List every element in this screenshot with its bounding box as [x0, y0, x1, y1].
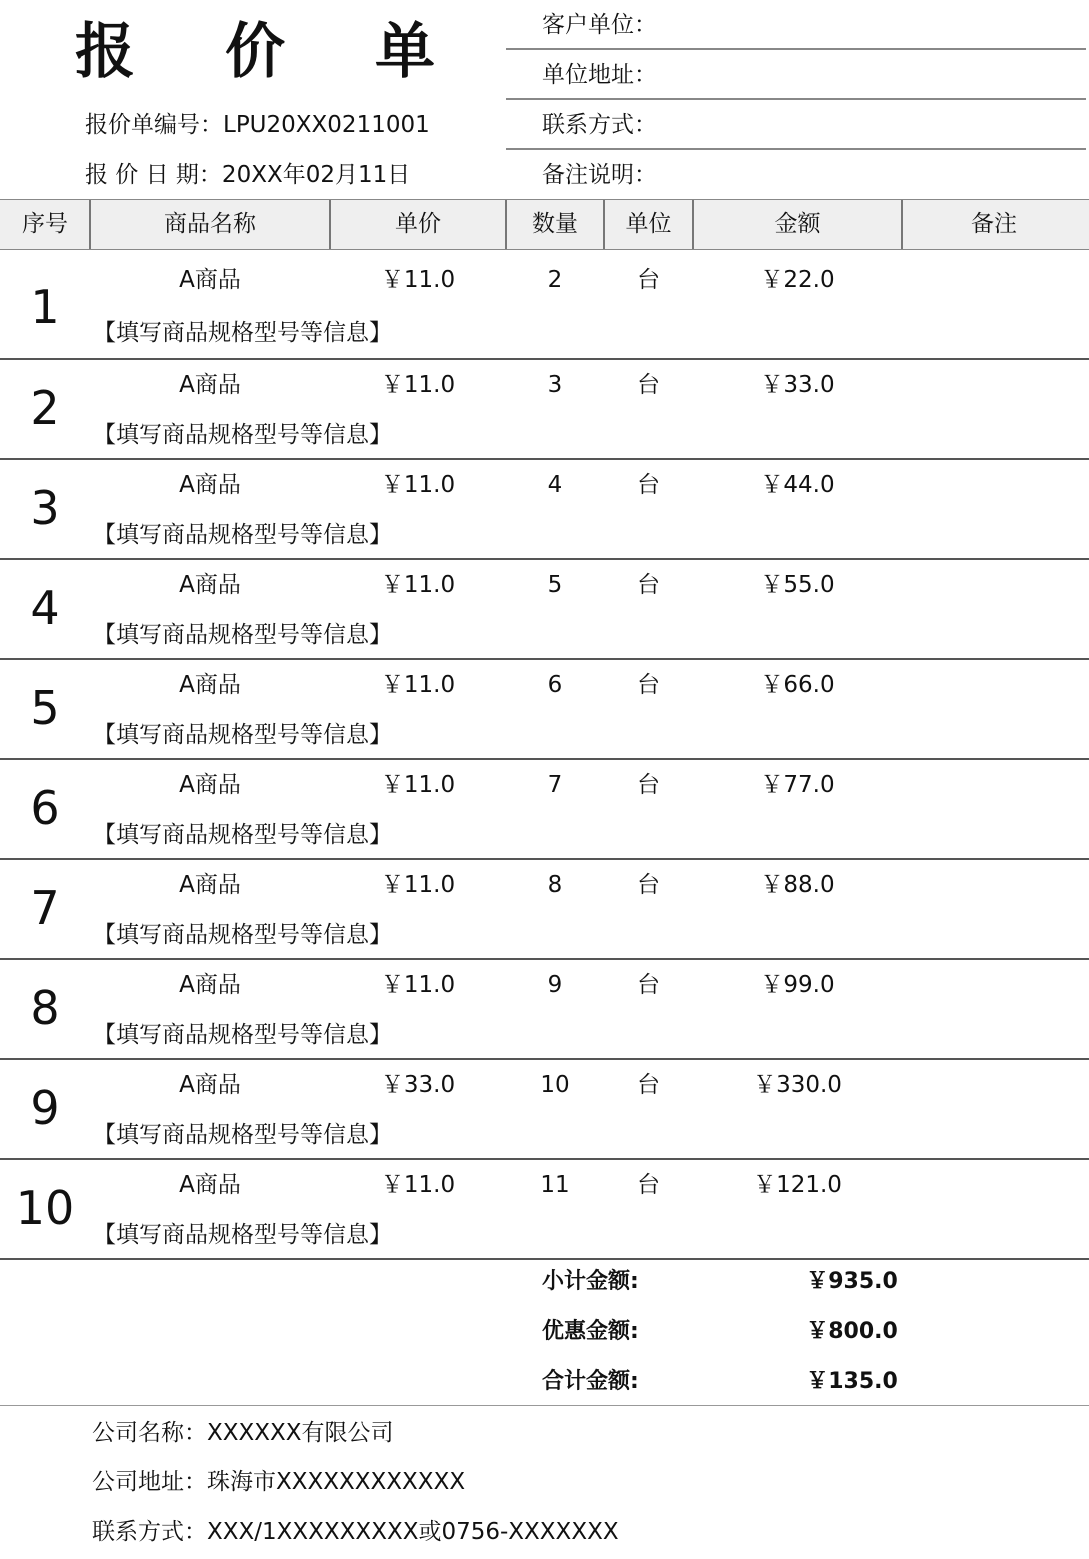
cell-unit-price: ￥11.0	[380, 872, 456, 898]
cell-product-name: A商品	[179, 672, 241, 698]
row-index: 3	[30, 481, 60, 535]
cell-unit-price: ￥11.0	[380, 1172, 456, 1198]
discount-value: ￥800.0	[806, 1319, 898, 1344]
row-index: 10	[15, 1181, 75, 1235]
cell-product-name: A商品	[179, 772, 241, 798]
table-header	[0, 199, 1089, 250]
cell-spec-note: 【填写商品规格型号等信息】	[93, 722, 392, 748]
row-index: 1	[30, 280, 60, 334]
cell-amount: ￥121.0	[753, 1172, 842, 1198]
cell-spec-note: 【填写商品规格型号等信息】	[93, 1222, 392, 1248]
document-title	[0, 12, 506, 92]
header-remark: 备注	[971, 211, 1017, 237]
customer-contact-label: 联系方式：	[542, 112, 657, 138]
cell-unit-price: ￥11.0	[380, 672, 456, 698]
subtotal-label: 小计金额:	[542, 1269, 639, 1294]
company-address: 公司地址：珠海市XXXXXXXXXXXX	[92, 1469, 466, 1495]
cell-spec-note: 【填写商品规格型号等信息】	[93, 1122, 392, 1148]
customer-unit-label: 客户单位：	[542, 12, 657, 38]
cell-product-name: A商品	[179, 972, 241, 998]
title-char-1: 报	[75, 17, 135, 87]
footer-divider	[0, 1405, 1089, 1406]
header-quantity: 数量	[532, 211, 578, 237]
cell-spec-note: 【填写商品规格型号等信息】	[93, 422, 392, 448]
cell-spec-note: 【填写商品规格型号等信息】	[93, 1022, 392, 1048]
total-label: 合计金额:	[542, 1369, 639, 1394]
table-row	[0, 360, 1089, 460]
cell-product-name: A商品	[179, 267, 241, 293]
customer-contact-field[interactable]	[506, 100, 1086, 150]
cell-unit: 台	[637, 972, 660, 998]
table-row	[0, 560, 1089, 660]
header-product-name: 商品名称	[164, 211, 256, 237]
cell-unit-price: ￥11.0	[380, 267, 456, 293]
cell-unit: 台	[637, 372, 660, 398]
quote-number: 报价单编号：LPU20XX0211001	[85, 112, 430, 138]
cell-unit: 台	[637, 572, 660, 598]
cell-product-name: A商品	[179, 1072, 241, 1098]
cell-amount: ￥22.0	[760, 267, 835, 293]
customer-remark-field[interactable]	[506, 150, 1086, 200]
header-unit: 单位	[625, 211, 672, 237]
cell-amount: ￥88.0	[760, 872, 835, 898]
customer-address-field[interactable]	[506, 50, 1086, 100]
cell-quantity: 10	[540, 1072, 570, 1098]
table-row	[0, 1160, 1089, 1260]
row-index: 6	[30, 781, 60, 835]
cell-quantity: 3	[547, 372, 563, 398]
table-row	[0, 660, 1089, 760]
cell-product-name: A商品	[179, 572, 241, 598]
cell-amount: ￥44.0	[760, 472, 835, 498]
cell-unit-price: ￥11.0	[380, 772, 456, 798]
cell-spec-note: 【填写商品规格型号等信息】	[93, 622, 392, 648]
cell-unit: 台	[637, 267, 660, 293]
cell-spec-note: 【填写商品规格型号等信息】	[93, 320, 392, 346]
customer-address-label: 单位地址：	[542, 62, 657, 88]
cell-product-name: A商品	[179, 872, 241, 898]
row-index: 7	[30, 881, 60, 935]
header-amount: 金额	[774, 211, 821, 237]
cell-spec-note: 【填写商品规格型号等信息】	[93, 922, 392, 948]
cell-amount: ￥66.0	[760, 672, 835, 698]
cell-quantity: 4	[547, 472, 563, 498]
cell-product-name: A商品	[179, 472, 241, 498]
title-char-3: 单	[375, 17, 435, 87]
cell-unit-price: ￥11.0	[380, 472, 456, 498]
cell-quantity: 5	[547, 572, 563, 598]
row-index: 8	[30, 981, 60, 1035]
cell-amount: ￥77.0	[760, 772, 835, 798]
header-index: 序号	[22, 211, 68, 237]
title-char-2: 价	[225, 17, 285, 87]
row-index: 2	[30, 381, 60, 435]
cell-quantity: 8	[547, 872, 563, 898]
cell-spec-note: 【填写商品规格型号等信息】	[93, 522, 392, 548]
total-value: ￥135.0	[806, 1369, 898, 1394]
cell-unit: 台	[637, 772, 660, 798]
table-row	[0, 1060, 1089, 1160]
company-name: 公司名称：XXXXXX有限公司	[92, 1420, 394, 1446]
cell-unit: 台	[637, 1172, 660, 1198]
cell-unit-price: ￥33.0	[380, 1072, 456, 1098]
cell-unit-price: ￥11.0	[380, 372, 456, 398]
cell-product-name: A商品	[179, 372, 241, 398]
cell-quantity: 6	[547, 672, 563, 698]
cell-unit: 台	[637, 472, 660, 498]
cell-quantity: 2	[547, 267, 563, 293]
table-row	[0, 960, 1089, 1060]
cell-amount: ￥55.0	[760, 572, 835, 598]
cell-quantity: 11	[540, 1172, 570, 1198]
company-contact: 联系方式：XXX/1XXXXXXXXX或0756-XXXXXXX	[92, 1519, 619, 1545]
cell-quantity: 9	[547, 972, 563, 998]
row-index: 9	[30, 1081, 60, 1135]
cell-unit: 台	[637, 672, 660, 698]
row-index: 5	[30, 681, 60, 735]
cell-unit: 台	[637, 1072, 660, 1098]
table-row	[0, 760, 1089, 860]
header-unit-price: 单价	[395, 211, 441, 237]
cell-unit: 台	[637, 872, 660, 898]
customer-remark-label: 备注说明：	[542, 162, 657, 188]
discount-label: 优惠金额:	[542, 1319, 639, 1344]
cell-unit-price: ￥11.0	[380, 572, 456, 598]
cell-amount: ￥330.0	[753, 1072, 842, 1098]
quote-date: 报 价 日 期：20XX年02月11日	[85, 162, 411, 188]
cell-unit-price: ￥11.0	[380, 972, 456, 998]
cell-amount: ￥99.0	[760, 972, 835, 998]
subtotal-value: ￥935.0	[806, 1269, 898, 1294]
row-index: 4	[30, 581, 60, 635]
cell-product-name: A商品	[179, 1172, 241, 1198]
customer-unit-field[interactable]	[506, 0, 1086, 50]
cell-quantity: 7	[547, 772, 563, 798]
table-row	[0, 250, 1089, 360]
cell-spec-note: 【填写商品规格型号等信息】	[93, 822, 392, 848]
cell-amount: ￥33.0	[760, 372, 835, 398]
table-row	[0, 460, 1089, 560]
table-row	[0, 860, 1089, 960]
